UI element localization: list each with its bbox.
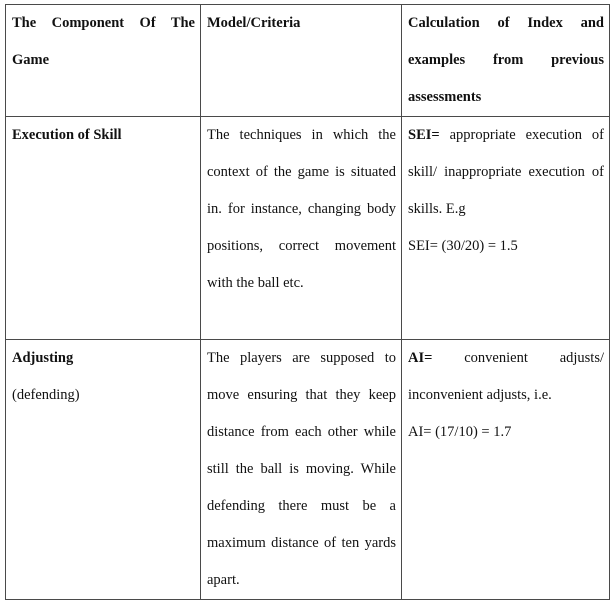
assessment-table <box>5 4 610 600</box>
index-example: AI= (17/10) = 1.7 <box>408 424 512 440</box>
table-row <box>6 340 610 600</box>
criteria-cell: The players are supposed to move ensuring that they keep distance from each other while still the ball is moving. While defending there must be a maximum distance of ten yards apart. <box>201 340 402 600</box>
component-name: Adjusting <box>12 350 74 366</box>
component-name: Execution of Skill <box>12 127 122 143</box>
index-cell <box>402 340 610 600</box>
index-cell <box>402 117 610 340</box>
index-formula: appropriate execution of skill/ inappropriate execution of skills. E.g <box>408 127 605 217</box>
component-note: (defending) <box>12 387 80 403</box>
table-header-row <box>6 5 610 117</box>
index-formula: convenient adjusts/ inconvenient adjusts, i.e. <box>408 350 604 403</box>
index-label: SEI= <box>408 127 440 143</box>
component-cell <box>6 117 201 340</box>
component-cell <box>6 340 201 600</box>
criteria-cell: The techniques in which the context of the game is situated in. for instance, changing body positions, correct movement with the ball etc. <box>201 117 402 340</box>
index-label: AI= <box>408 350 433 366</box>
header-calculation: Calculation of Index and examples from previous assessments <box>402 5 610 117</box>
header-criteria: Model/Criteria <box>201 5 402 117</box>
table-row <box>6 117 610 340</box>
index-example: SEI= (30/20) = 1.5 <box>408 238 518 254</box>
header-component: The Component Of The Game <box>6 5 201 117</box>
